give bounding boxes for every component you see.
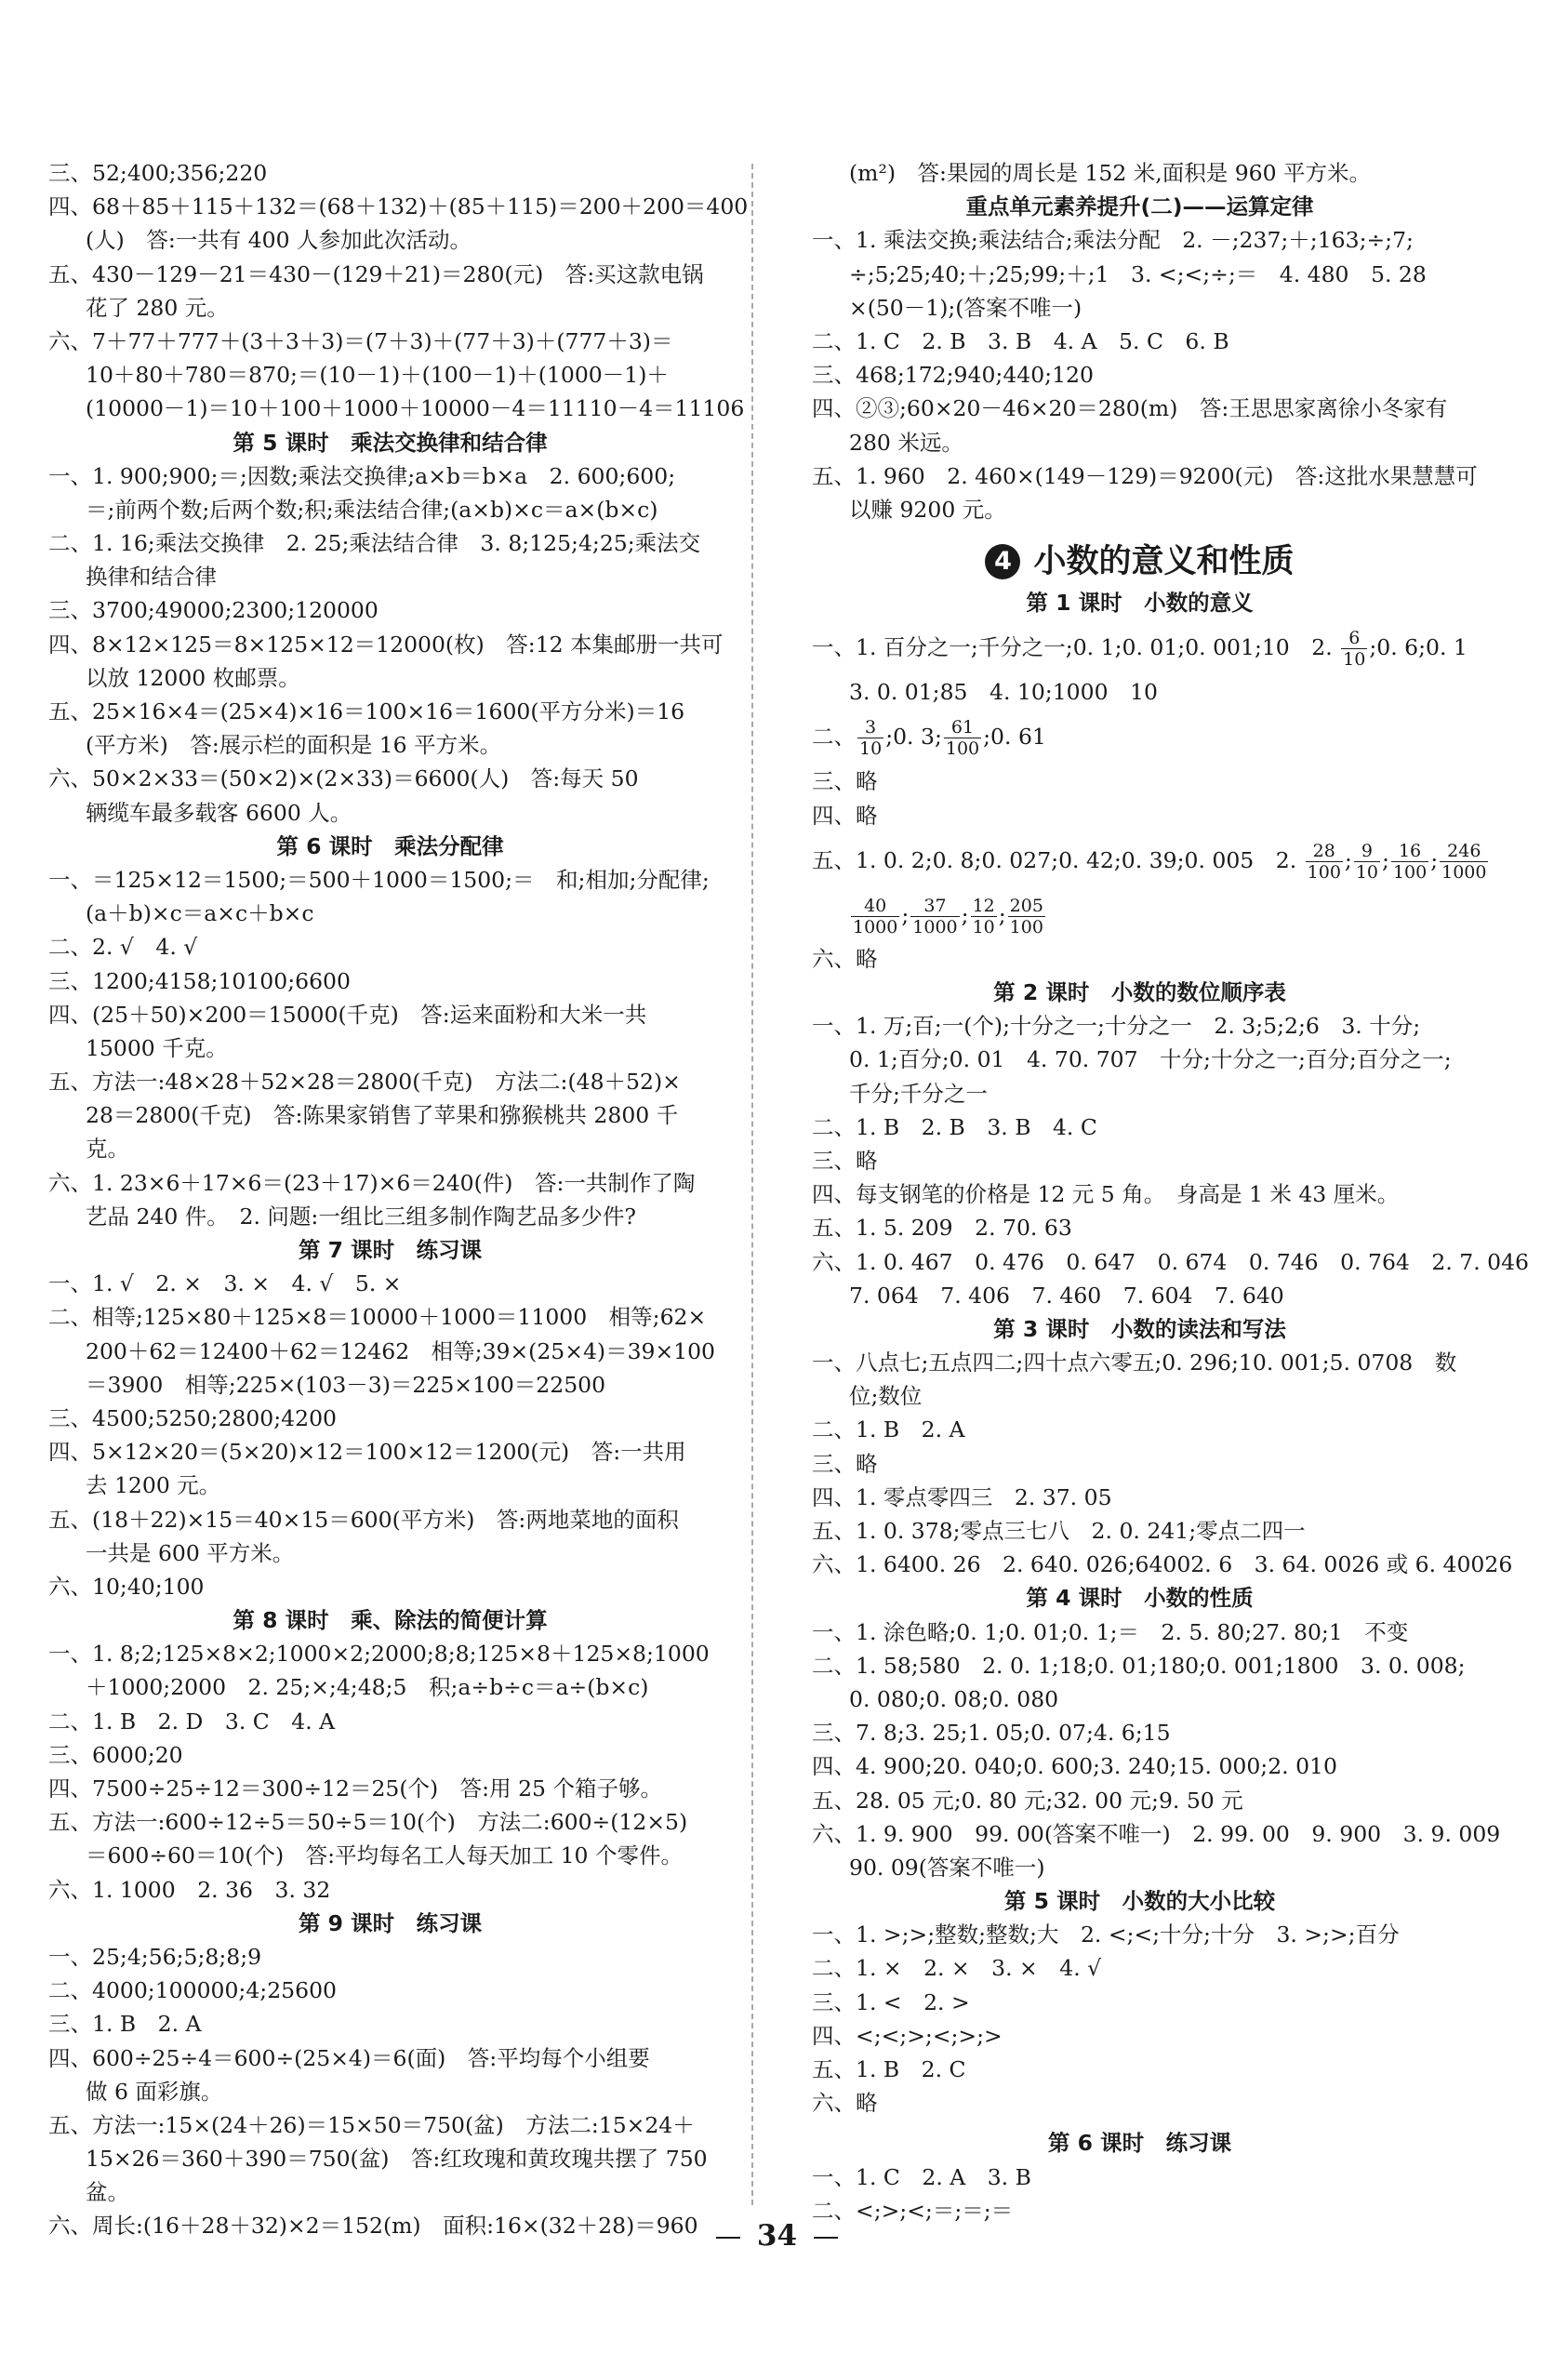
answer-line: 盆。: [86, 2179, 129, 2206]
answer-line: 六、略: [812, 2090, 878, 2117]
answer-line: ÷;5;25;40;＋;25;99;＋;1 3. <;<;÷;＝ 4. 480 5. 28: [849, 260, 1427, 287]
answer-line: 五、25×16×4＝(25×4)×16＝100×16＝1600(平方分米)＝16: [48, 698, 685, 725]
answer-line: 15×26＝360＋390＝750(盆) 答:红玫瑰和黄玫瑰共摆了 750: [86, 2146, 708, 2173]
answer-line: 二、1. B 2. B 3. B 4. C: [812, 1113, 1097, 1140]
fraction: $\frac{37}{1000}$ ;: [912, 895, 969, 937]
fraction-numerator: 40: [851, 896, 899, 917]
column-divider: [751, 164, 753, 2205]
answer-line: 28＝2800(千克) 答:陈果家销售了苹果和猕猴桃共 2800 千: [86, 1102, 679, 1129]
answer-line: 六、1. 0. 467 0. 476 0. 647 0. 674 0. 746 0. 764 2. 7. 046: [812, 1248, 1530, 1275]
answer-line: 五、1. 960 2. 460×(149－129)＝9200(元) 答:这批水果慧慧可: [812, 462, 1478, 489]
chapter-number-badge: 4: [985, 544, 1020, 579]
answer-line: 五、28. 05 元;0. 80 元;32. 00 元;9. 50 元: [812, 1787, 1243, 1814]
answer-line: 一共是 600 平方米。: [86, 1539, 295, 1566]
fraction: [1438, 832, 1490, 888]
answer-line: 三、7. 8;3. 25;1. 05;0. 07;4. 6;15: [812, 1720, 1171, 1747]
fraction: $\frac{9}{10}$ ;: [1355, 840, 1389, 883]
fraction-list: [849, 895, 1047, 937]
answer-line: 一、1. >;>;整数;整数;大 2. <;<;十分;十分 3. >;>;百分: [812, 1921, 1400, 1948]
answer-line: 艺品 240 件。 2. 问题:一组比三组多制作陶艺品多少件?: [86, 1203, 636, 1230]
answer-line: 六、1. 6400. 26 2. 640. 026;64002. 6 3. 64. 0026 或 6. 40026: [812, 1551, 1513, 1578]
answer-line: 200＋62＝12400＋62＝12462 相等;39×(25×4)＝39×100: [86, 1337, 716, 1364]
answer-line: 四、②③;60×20－46×20＝280(m) 答:王思思家离徐小冬家有: [812, 395, 1448, 422]
answer-line: 六、10;40;100: [48, 1573, 205, 1600]
answer-line: 280 米远。: [849, 429, 963, 456]
answer-line: 三、468;172;940;440;120: [812, 362, 1094, 389]
answer-line: (a＋b)×c＝a×c＋b×c: [86, 900, 314, 927]
fraction: $\frac{40}{1000}$ ;: [853, 895, 910, 937]
answer-line: 三、3700;49000;2300;120000: [48, 597, 379, 624]
fraction: [1341, 628, 1367, 670]
answer-line: 五、方法一:15×(24＋26)＝15×50＝750(盆) 方法二:15×24＋: [48, 2111, 695, 2138]
left-column: [48, 156, 749, 2243]
answer-line: 一、1. 乘法交换;乘法结合;乘法分配 2. －;237;＋;163;÷;7;: [812, 227, 1414, 254]
fraction-denominator: 100: [1307, 861, 1341, 883]
answer-line: 四、每支钢笔的价格是 12 元 5 角。 身高是 1 米 43 厘米。: [812, 1181, 1400, 1208]
section-heading: 重点单元素养提升(二)——运算定律: [965, 193, 1314, 220]
answer-line: 3. 0. 01;85 4. 10;1000 10: [849, 679, 1158, 706]
answer-line: 四、<;<;>;<;>;>: [812, 2022, 1003, 2049]
answer-line: 一、1. 涂色略;0. 1;0. 01;0. 1;＝ 2. 5. 80;27. 80;1 不变: [812, 1618, 1409, 1645]
answer-line: 六、周长:(16＋28＋32)×2＝152(m) 面积:16×(32＋28)＝960: [48, 2213, 698, 2240]
answer-line: 做 6 面彩旗。: [86, 2078, 223, 2105]
answer-text: 一、1. 百分之一;千分之一;0. 1;0. 01;0. 001;10 2.: [812, 634, 1340, 661]
answer-line: 去 1200 元。: [86, 1472, 221, 1499]
answer-line: 四、(25＋50)×200＝15000(千克) 答:运来面粉和大米一共: [48, 1001, 647, 1028]
fraction-denominator: 10: [1355, 861, 1379, 883]
right-column-top: [812, 156, 1478, 526]
fraction: [857, 717, 883, 759]
answer-line: 一、1. √ 2. × 3. × 4. √ 5. ×: [48, 1270, 402, 1297]
answer-line: 二、1. C 2. B 3. B 4. A 5. C 6. B: [812, 327, 1229, 354]
answer-line: 一、25;4;56;5;8;8;9: [48, 1943, 262, 1970]
answer-line: ×(50－1);(答案不唯一): [849, 294, 1082, 321]
answer-line: 六、7＋77＋777＋(3＋3＋3)＝(7＋3)＋(77＋3)＋(777＋3)＝: [48, 327, 673, 354]
answer-text: ;0. 61: [983, 724, 1046, 751]
answer-line: 一、1. 900;900;＝;因数;乘法交换律;a×b＝b×a 2. 600;600;: [48, 462, 676, 489]
chapter-title: [812, 538, 1468, 586]
answer-line: 二、1. 16;乘法交换律 2. 25;乘法结合律 3. 8;125;4;25;乘法交: [48, 530, 701, 557]
section-heading: 第 4 课时 小数的性质: [1026, 1585, 1254, 1612]
answer-line: 0. 080;0. 08;0. 080: [849, 1685, 1059, 1712]
answer-line: 一、＝125×12＝1500;＝500＋1000＝1500;＝ 和;相加;分配律;: [48, 866, 710, 893]
answer-line: 二、4000;100000;4;25600: [48, 1977, 337, 2004]
right-column: [812, 156, 1530, 2227]
answer-line: 六、1. 9. 900 99. 00(答案不唯一) 2. 99. 00 9. 900 3. 9. 009: [812, 1820, 1501, 1847]
answer-line: 15000 千克。: [86, 1034, 228, 1061]
answer-text: ;0. 3;: [885, 724, 942, 751]
page-number: [0, 2219, 1554, 2253]
fraction-denominator: 1000: [912, 916, 958, 937]
fraction: $\frac{16}{100}$ ;: [1392, 840, 1439, 883]
answer-line: 辆缆车最多载客 6600 人。: [86, 799, 352, 826]
answer-line: 10＋80＋780＝870;＝(10－1)＋(100－1)＋(1000－1)＋: [86, 362, 669, 389]
fraction-denominator: 10: [1343, 649, 1366, 671]
answer-line: (平方米) 答:展示栏的面积是 16 平方米。: [86, 732, 502, 759]
answer-line: 六、50×2×33＝(50×2)×(2×33)＝6600(人) 答:每天 50: [48, 765, 639, 792]
answer-line: 二、1. × 2. × 3. × 4. √: [812, 1955, 1102, 1982]
answer-line: ＝;前两个数;后两个数;积;乘法结合律;(a×b)×c＝a×(b×c): [86, 496, 658, 523]
answer-line: 以放 12000 枚邮票。: [86, 664, 300, 691]
answer-line: 千分;千分之一: [849, 1080, 988, 1107]
answer-line: 0. 1;百分;0. 01 4. 70. 707 十分;十分之一;百分;百分之一;: [849, 1046, 1452, 1073]
fraction-numerator: 37: [910, 896, 959, 917]
answer-text: 五、1. 0. 2;0. 8;0. 027;0. 42;0. 39;0. 005 2.: [812, 846, 1304, 873]
fraction: [1006, 888, 1047, 942]
answer-line: 三、1. < 2. >: [812, 1988, 970, 2015]
answer-line: 花了 280 元。: [86, 294, 229, 321]
answer-line: 六、略: [812, 945, 878, 972]
answer-line-fraction: [812, 832, 1487, 888]
right-column-bottom: [812, 976, 1530, 2227]
section-heading: 第 5 课时 小数的大小比较: [1003, 1888, 1276, 1915]
answer-line: 7. 064 7. 406 7. 460 7. 604 7. 640: [849, 1282, 1284, 1309]
answer-line: 五、(18＋22)×15＝40×15＝600(平方米) 答:两地菜地的面积: [48, 1506, 679, 1533]
section-heading: 第 7 课时 练习课: [298, 1237, 483, 1263]
page-number-text: 34: [756, 2219, 798, 2253]
answer-line: ＝3900 相等;225×(103－3)＝225×100＝22500: [86, 1371, 606, 1398]
answer-line: 一、1. 8;2;125×8×2;1000×2;2000;8;8;125×8＋125×8;1000: [48, 1641, 710, 1668]
answer-line-fraction: [812, 709, 1468, 765]
answer-line: 四、1. 零点零四三 2. 37. 05: [812, 1483, 1112, 1510]
answer-line: 四、略: [812, 802, 878, 829]
answer-line-fraction: [812, 888, 1468, 942]
answer-line: 一、1. C 2. A 3. B: [812, 2163, 1031, 2190]
answer-line: 三、略: [812, 1450, 878, 1477]
answer-line-fraction: [812, 619, 1468, 675]
fraction: $\frac{12}{10}$ ;: [972, 895, 1006, 937]
fraction-denominator: 10: [972, 916, 995, 937]
answer-line: 三、1. B 2. A: [48, 2011, 202, 2038]
answer-line: 四、8×12×125＝8×125×12＝12000(枚) 答:12 本集邮册一共可: [48, 631, 724, 658]
section-heading: 第 5 课时 乘法交换律和结合律: [232, 429, 548, 456]
answer-line: 五、方法一:600÷12÷5＝50÷5＝10(个) 方法二:600÷(12×5): [48, 1809, 688, 1836]
fraction-numerator: 246: [1440, 841, 1488, 862]
answer-line: 一、八点七;五点四二;四十点六零五;0. 296;10. 001;5. 0708 数: [812, 1350, 1457, 1376]
fraction-numerator: 6: [1341, 628, 1367, 649]
fraction-denominator: 100: [945, 738, 980, 760]
answer-line: 四、5×12×20＝(5×20)×12＝100×12＝1200(元) 答:一共用: [48, 1439, 686, 1466]
fraction-denominator: 100: [1392, 861, 1428, 883]
answer-line: 三、52;400;356;220: [48, 160, 268, 186]
fraction-denominator: 1000: [1441, 861, 1487, 883]
answer-line: (m²) 答:果园的周长是 152 米,面积是 960 平方米。: [849, 160, 1372, 186]
answer-line: 四、600÷25÷4＝600÷(25×4)＝6(面) 答:平均每个小组要: [48, 2044, 650, 2071]
answer-line: 三、6000;20: [48, 1741, 183, 1768]
fraction: $\frac{28}{100}$ ;: [1307, 840, 1352, 883]
answer-line: 二、<;>;<;＝;＝;＝: [812, 2197, 1014, 2224]
answer-line: 90. 09(答案不唯一): [849, 1854, 1045, 1881]
answer-line: 三、略: [812, 768, 878, 795]
lesson-1-section: [812, 586, 1487, 976]
answer-line: 二、1. B 2. A: [812, 1416, 965, 1443]
answer-line: 位;数位: [849, 1383, 923, 1410]
answer-line: 以赚 9200 元。: [849, 496, 1006, 523]
answer-line: 一、1. 万;百;一(个);十分之一;十分之一 2. 3;5;2;6 3. 十分;: [812, 1013, 1421, 1040]
answer-text: 二、: [812, 724, 856, 751]
answer-line: 四、68＋85＋115＋132＝(68＋132)＋(85＋115)＝200＋200＝400: [48, 193, 749, 220]
answer-line: ＝600÷60＝10(个) 答:平均每名工人每天加工 10 个零件。: [86, 1842, 683, 1869]
section-heading: 第 8 课时 乘、除法的简便计算: [232, 1607, 548, 1634]
answer-line: 二、相等;125×80＋125×8＝10000＋1000＝11000 相等;62×: [48, 1304, 707, 1331]
fraction-numerator: 3: [857, 717, 883, 738]
fraction: [944, 717, 981, 759]
fraction-numerator: 9: [1354, 841, 1380, 862]
answer-line: (人) 答:一共有 400 人参加此次活动。: [86, 227, 472, 254]
page-number-dash: [716, 2237, 740, 2239]
section-heading: 第 9 课时 练习课: [298, 1909, 483, 1936]
answer-line: 五、1. 0. 378;零点三七八 2. 0. 241;零点二四一: [812, 1518, 1306, 1544]
answer-line: 五、1. B 2. C: [812, 2056, 966, 2082]
answer-line: 三、1200;4158;10100;6600: [48, 967, 351, 994]
answer-line: 五、1. 5. 209 2. 70. 63: [812, 1215, 1072, 1242]
fraction-denominator: 100: [1009, 916, 1043, 937]
answer-line: 六、1. 1000 2. 36 3. 32: [48, 1876, 331, 1903]
answer-line: 换律和结合律: [86, 564, 217, 591]
fraction-list: [1304, 840, 1491, 883]
answer-line: 四、4. 900;20. 040;0. 600;3. 240;15. 000;2. 010: [812, 1753, 1337, 1780]
answer-line: 五、方法一:48×28＋52×28＝2800(千克) 方法二:(48＋52)×: [48, 1069, 681, 1096]
answer-line: 五、430－129－21＝430－(129＋21)＝280(元) 答:买这款电锅: [48, 260, 704, 287]
answer-line: 克。: [86, 1136, 129, 1163]
page-number-dash: [814, 2237, 838, 2239]
fraction-numerator: 16: [1391, 841, 1428, 862]
answer-line: 二、1. B 2. D 3. C 4. A: [48, 1708, 336, 1735]
answer-line: 二、1. 58;580 2. 0. 1;18;0. 01;180;0. 001;1800 3. 0. 008;: [812, 1652, 1466, 1679]
section-heading: 第 6 课时 乘法分配律: [276, 832, 504, 859]
section-heading: 第 3 课时 小数的读法和写法: [993, 1315, 1286, 1342]
fraction-numerator: 28: [1306, 841, 1343, 862]
fraction-denominator: 1000: [853, 916, 898, 937]
section-heading: 第 1 课时 小数的意义: [1026, 590, 1254, 617]
answer-line: 四、7500÷25÷12＝300÷12＝25(个) 答:用 25 个箱子够。: [48, 1775, 662, 1802]
section-heading: 第 6 课时 练习课: [1047, 2130, 1232, 2157]
answer-line: 二、2. √ 4. √: [48, 934, 198, 961]
fraction-denominator: 10: [859, 738, 883, 760]
answer-line: 三、略: [812, 1147, 878, 1174]
answer-line: (10000－1)＝10＋100＋1000＋10000－4＝11110－4＝11106: [86, 395, 745, 422]
answer-line: 三、4500;5250;2800;4200: [48, 1404, 337, 1431]
answer-line: ＋1000;2000 2. 25;×;4;48;5 积;a÷b÷c＝a÷(b×c): [86, 1674, 649, 1701]
answer-text: ;0. 6;0. 1: [1369, 634, 1468, 661]
answer-line: 六、1. 23×6＋17×6＝(23＋17)×6＝240(件) 答:一共制作了陶: [48, 1169, 696, 1196]
section-heading: 第 2 课时 小数的数位顺序表: [993, 979, 1286, 1005]
fraction-numerator: 12: [972, 895, 995, 916]
fraction-numerator: 61: [944, 717, 981, 738]
chapter-title-text: 小数的意义和性质: [1033, 543, 1295, 581]
fraction-numerator: 205: [1009, 895, 1043, 916]
